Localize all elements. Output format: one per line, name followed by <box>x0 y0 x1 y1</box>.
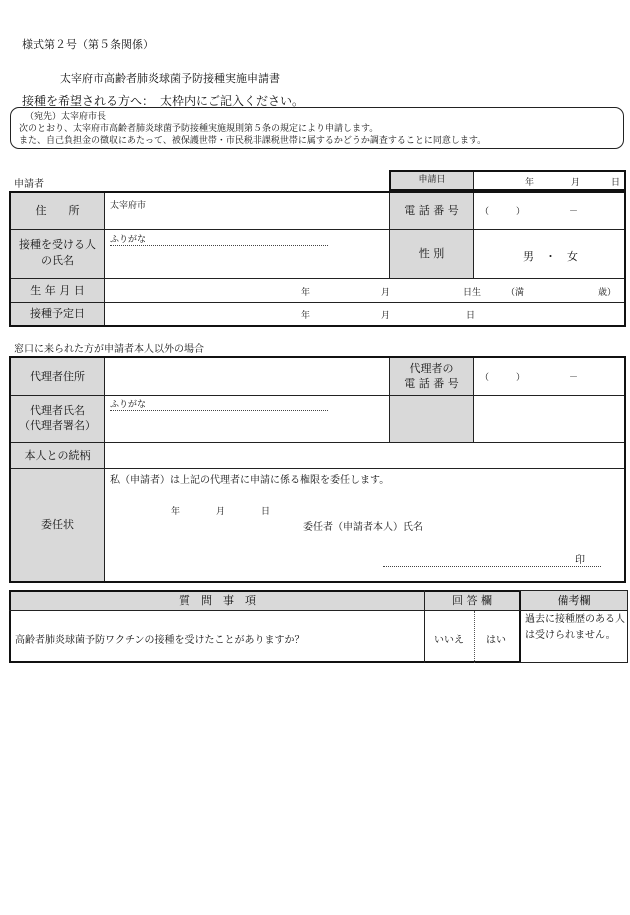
page-title: 太宰府市高齢者肺炎球菌予防接種実施申請書 <box>60 72 280 85</box>
question-table <box>9 590 628 664</box>
proxy-month: 月 <box>216 507 226 517</box>
notice-addressee: （宛先）太宰府市長 <box>25 112 107 122</box>
relation-label: 本人との続柄 <box>11 443 104 468</box>
agent-phone-close: ） <box>516 373 526 383</box>
signature-line[interactable] <box>383 566 601 567</box>
proxy-year: 年 <box>171 507 181 517</box>
application-date-box <box>389 170 626 191</box>
recipient-furigana[interactable]: ふりがな <box>110 232 328 246</box>
notice-box <box>10 107 624 149</box>
proxy-signer: 委任者（申請者本人）氏名 <box>303 522 423 533</box>
address-label: 住 所 <box>11 193 104 229</box>
birthdate-label: 生 年 月 日 <box>11 279 104 302</box>
applicant-table <box>9 191 626 327</box>
sex-label: 性 別 <box>390 230 473 278</box>
instruction: 接種を希望される方へ： 太枠内にご記入ください。 <box>22 94 305 108</box>
date-month: 月 <box>571 178 581 188</box>
plan-day: 日 <box>466 311 476 321</box>
agent-phone-dash: － <box>569 373 579 383</box>
date-year: 年 <box>525 178 535 188</box>
address-value[interactable]: 太宰府市 <box>110 201 147 211</box>
agent-phone-open: （ <box>480 373 490 383</box>
note-header: 備考欄 <box>521 591 627 610</box>
plan-month: 月 <box>381 311 391 321</box>
agent-phone-label <box>390 358 473 395</box>
answer-no[interactable]: いいえ <box>434 635 464 646</box>
phone-open: （ <box>480 207 490 217</box>
agent-phone-label-2: 電 話 番 号 <box>404 377 459 390</box>
agent-table <box>9 356 626 583</box>
proxy-day: 日 <box>261 507 271 517</box>
note-text: 過去に接種歴のある人は受けられません。 <box>525 614 625 641</box>
recipient-name-label-2: の氏名 <box>41 254 74 267</box>
phone-label: 電 話 番 号 <box>390 193 473 229</box>
age-close: 歳） <box>598 288 617 298</box>
birth-month: 月 <box>381 288 391 298</box>
date-day: 日 <box>611 178 621 188</box>
proxy-label: 委任状 <box>11 469 104 581</box>
agent-name-label <box>11 396 104 442</box>
agent-blank-gray <box>390 396 473 442</box>
age-open: （満 <box>506 288 525 298</box>
agent-address-label: 代理者住所 <box>11 358 104 395</box>
question-text: 高齢者肺炎球菌予防ワクチンの接種を受けたことがありますか？ <box>15 635 305 646</box>
agent-name-label-1: 代理者氏名 <box>30 404 85 417</box>
seal-mark: 印 <box>575 555 585 566</box>
applicant-section-label: 申請者 <box>14 179 44 190</box>
answer-header: 回 答 欄 <box>425 592 519 610</box>
agent-name-label-2: （代理者署名） <box>19 419 96 432</box>
agent-furigana[interactable]: ふりがな <box>110 397 328 411</box>
scheduled-date-label: 接種予定日 <box>11 303 104 325</box>
application-date-label: 申請日 <box>391 172 474 189</box>
sex-value[interactable]: 男 ・ 女 <box>523 250 578 263</box>
agent-section-label: 窓口に来られた方が申請者本人以外の場合 <box>14 344 204 355</box>
birth-day: 日生 <box>463 288 482 298</box>
notice-line-1: 次のとおり、太宰府市高齢者肺炎球菌予防接種実施規則第５条の規定により申請します。 <box>19 124 379 134</box>
recipient-name-label <box>11 230 104 278</box>
agent-phone-label-1: 代理者の <box>409 362 454 375</box>
phone-dash: － <box>569 207 579 217</box>
form-number: 様式第２号（第５条関係） <box>22 38 154 51</box>
recipient-name-label-1: 接種を受ける人 <box>19 238 96 251</box>
question-header: 質 問 事 項 <box>11 592 424 610</box>
birth-year: 年 <box>301 288 311 298</box>
notice-line-2: また、自己負担金の徴収にあたって、被保護世帯・市民税非課税世帯に属するかどうか調査することに同意します。 <box>19 136 487 146</box>
proxy-text: 私（申請者）は上記の代理者に申請に係る権限を委任します。 <box>110 475 390 486</box>
answer-yes[interactable]: はい <box>486 635 506 646</box>
phone-close: ） <box>516 207 526 217</box>
plan-year: 年 <box>301 311 311 321</box>
